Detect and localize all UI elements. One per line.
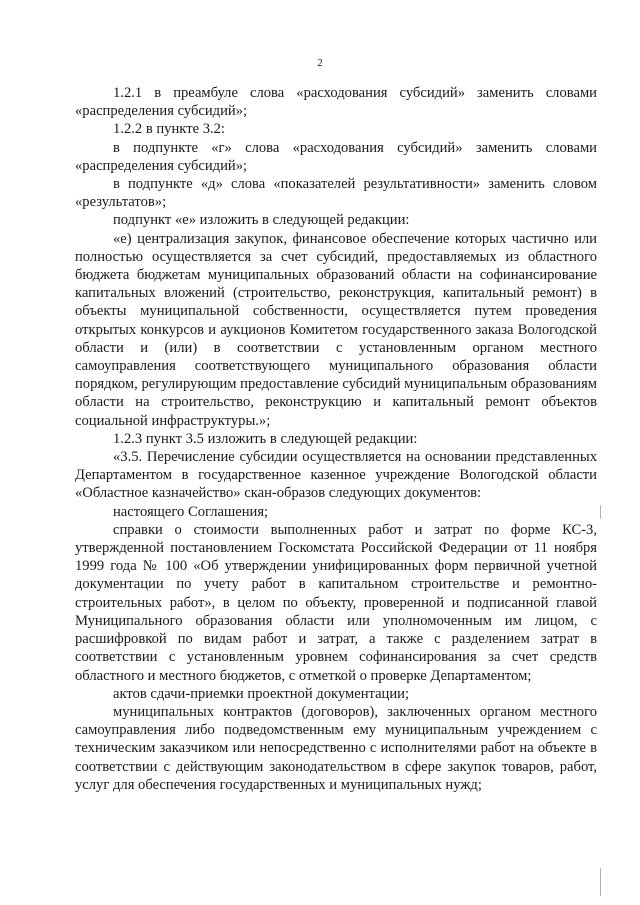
paragraph-1-2-3: 1.2.3 пункт 3.5 изложить в следующей редакции: xyxy=(113,430,418,447)
paragraph-subpoint-e-text: «е) централизация закупок, финансовое обеспечение которых частично или полностью осуществляется за счет субсидий, предоставляемых из областного бюджета бюджетам муниципальных образований области на софинансирование капитальных вложений (строительство, реконструкция, капитальный ремонт) в объекты муниципальной собственности, осуществляется путем проведения открытых конкурсов и аукционов Комитетом государственного заказа Вологодской области и (или) в соответствии с установленным органом местного самоуправления соответствующего муниципального образования области порядком, регулирующим предоставление субсидий муниципальным образованиям области на строительство, реконструкцию и капитальный ремонт объектов социальной инфраструктуры.»; xyxy=(75,230,598,429)
paragraph-1-2-2: 1.2.2 в пункте 3.2: xyxy=(113,121,225,138)
page-number: 2 xyxy=(317,57,323,69)
paragraph-3-5: «3.5. Перечисление субсидии осуществляется на основании представленных Департаментом в государственное казенное учреждение Вологодской области «Областное казначейство» скан-образов следующих документов: xyxy=(75,449,597,502)
scan-edge-mark xyxy=(600,505,601,519)
paragraph-1-2-1: 1.2.1 в преамбуле слова «расходования субсидий» заменить словами «распределения субсидий»; xyxy=(75,85,597,120)
document-body xyxy=(75,84,597,794)
list-item-ks3-certificate: справки о стоимости выполненных работ и затрат по форме КС-3, утвержденной постановлением Госкомстата Российской Федерации от 11 ноября 1999 года № 100 «Об утверждении унифицированных форм первичной учетной документации по учету работ в капитальном строительстве и ремонтно-строительных работ», в целом по объекту, проверенной и подписанной главой Муниципального образования области или уполномоченным им лицом, с расшифровкой по видам работ и затрат, а также с разделением затрат в соответствии с установленным уровнем софинансирования за счет средств областного и местного бюджетов, с отметкой о проверке Департаментом; xyxy=(75,521,597,684)
paragraph-subpoint-g: в подпункте «г» слова «расходования субсидий» заменить словами «распределения субсидий»; xyxy=(75,139,597,174)
list-item-municipal-contracts: муниципальных контрактов (договоров), заключенных органом местного самоуправления либо подведомственным ему муниципальным учреждением с техническим заказчиком или непосредственно с исполнителями работ на объекте в соответствии с действующим законодательством в сфере закупок товаров, работ, услуг для обеспечения государственных и муниципальных нужд; xyxy=(75,703,597,793)
list-item-acceptance-acts: актов сдачи-приемки проектной документации; xyxy=(113,685,410,702)
paragraph-subpoint-d: в подпункте «д» слова «показателей результативности» заменить словом «результатов»; xyxy=(75,176,597,211)
list-item-agreement: настоящего Соглашения; xyxy=(113,503,269,520)
scan-edge-mark xyxy=(600,868,601,896)
paragraph-subpoint-e-intro: подпункт «е» изложить в следующей редакции: xyxy=(113,212,410,229)
